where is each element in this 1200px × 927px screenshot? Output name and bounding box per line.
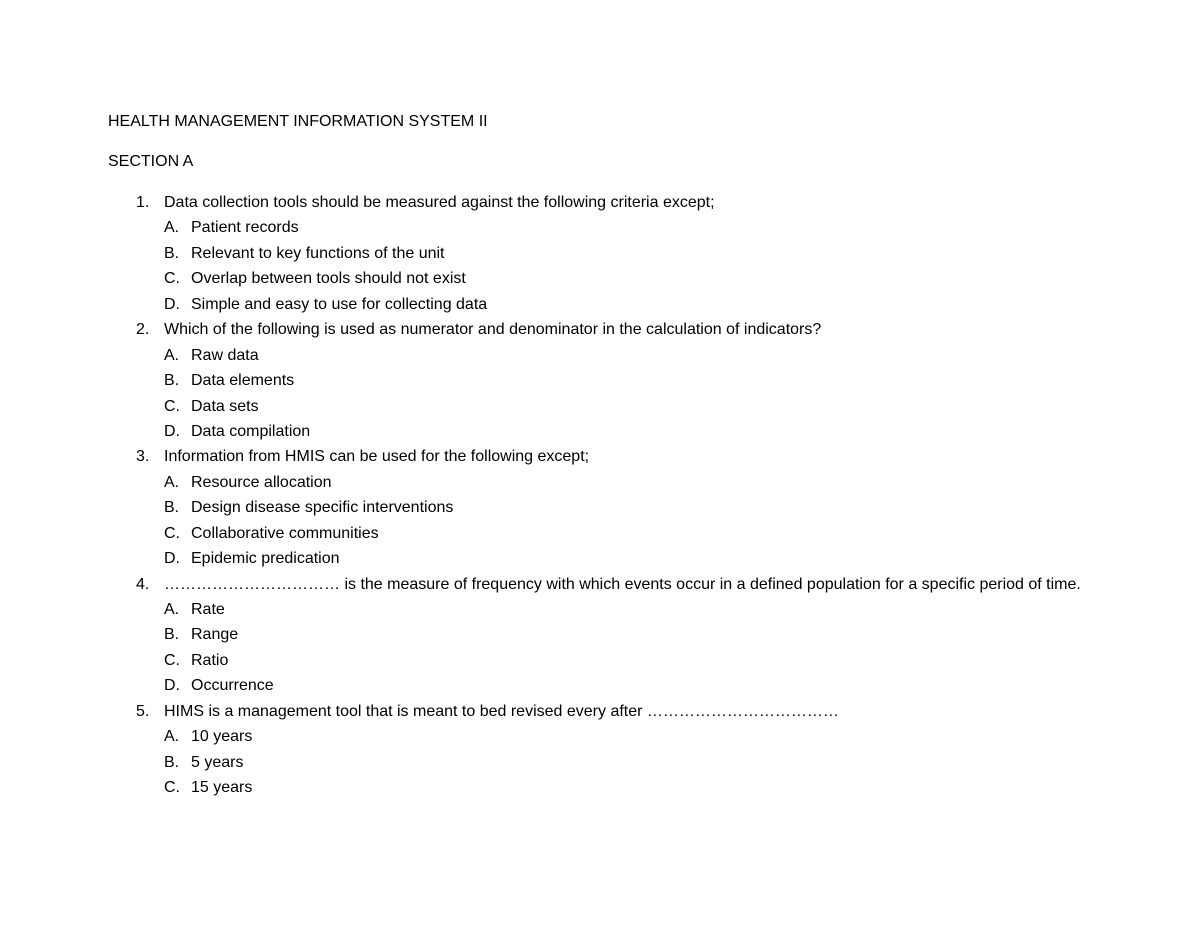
- option-letter: B.: [164, 753, 180, 771]
- option-letter: B.: [164, 372, 180, 390]
- question-4-option-d: [108, 676, 1168, 701]
- question-4-option-a: [108, 600, 1168, 625]
- option-text: Relevant to key functions of the unit: [191, 244, 445, 262]
- question-5-option-a: [108, 727, 1168, 752]
- question-3-option-c: [108, 524, 1168, 549]
- option-text: Data sets: [191, 397, 259, 415]
- question-4-option-c: [108, 651, 1168, 676]
- option-text: Occurrence: [191, 677, 274, 695]
- option-text: Epidemic predication: [191, 550, 340, 568]
- option-text: 10 years: [191, 728, 253, 746]
- question-3-option-b: [108, 498, 1168, 523]
- option-letter: D.: [164, 550, 180, 568]
- question-3-option-a: [108, 473, 1168, 498]
- option-text: Rate: [191, 601, 225, 618]
- option-letter: C.: [164, 524, 180, 542]
- option-letter: C.: [164, 397, 180, 415]
- option-text: Data compilation: [191, 422, 311, 440]
- option-letter: A.: [164, 728, 180, 746]
- option-text: Data elements: [191, 372, 295, 390]
- question-1-option-d: [108, 295, 1168, 320]
- question-1-option-a: [108, 218, 1168, 243]
- question-2-option-b: [108, 371, 1168, 396]
- question-2-option-d: [108, 422, 1168, 447]
- question-text: Information from HMIS can be used for the following except;: [164, 448, 590, 466]
- option-text: Collaborative communities: [191, 524, 379, 542]
- option-letter: C.: [164, 270, 180, 288]
- option-text: Resource allocation: [191, 473, 332, 491]
- option-text: 5 years: [191, 753, 244, 771]
- option-text: Patient records: [191, 219, 299, 237]
- option-text: Simple and easy to use for collecting data: [191, 295, 488, 313]
- question-number: 2.: [136, 321, 150, 339]
- question-number: 3.: [136, 448, 150, 466]
- option-letter: A.: [164, 346, 180, 364]
- question-text: HIMS is a management tool that is meant to bed revised every after ………………………………: [164, 702, 839, 720]
- question-1-option-b: [108, 244, 1168, 269]
- option-letter: C.: [164, 779, 180, 797]
- question-3-option-d: [108, 549, 1168, 574]
- option-letter: D.: [164, 295, 180, 313]
- option-letter: B.: [164, 244, 180, 262]
- option-text: Raw data: [191, 346, 259, 364]
- question-5-option-c: [108, 778, 1168, 803]
- option-letter: B.: [164, 626, 180, 644]
- question-1-option-c: [108, 269, 1168, 294]
- document-title: HEALTH MANAGEMENT INFORMATION SYSTEM II: [108, 113, 488, 130]
- question-2-option-a: [108, 346, 1168, 371]
- option-letter: C.: [164, 651, 180, 669]
- option-letter: A.: [164, 219, 180, 237]
- question-4-option-b: [108, 625, 1168, 650]
- option-text: Overlap between tools should not exist: [191, 270, 466, 288]
- question-1: [108, 193, 1168, 218]
- question-5: [108, 702, 1168, 727]
- option-text: Design disease specific interventions: [191, 499, 454, 517]
- question-number: 4.: [136, 575, 150, 593]
- option-letter: D.: [164, 422, 180, 440]
- question-text: …………………………… is the measure of frequency with which events occur in a defined population for a specific period of time.: [164, 575, 1081, 593]
- option-text: Range: [191, 626, 239, 644]
- question-number: 1.: [136, 194, 150, 211]
- option-text: 15 years: [191, 779, 253, 797]
- question-text: Which of the following is used as numerator and denominator in the calculation of indicators?: [164, 321, 822, 339]
- section-heading: SECTION A: [108, 153, 194, 170]
- option-letter: A.: [164, 473, 180, 491]
- option-letter: B.: [164, 499, 180, 517]
- question-5-option-b: [108, 753, 1168, 778]
- question-4: [108, 575, 1168, 600]
- question-number: 5.: [136, 702, 150, 720]
- option-letter: D.: [164, 677, 180, 695]
- question-2-option-c: [108, 397, 1168, 422]
- question-text: Data collection tools should be measured against the following criteria except;: [164, 194, 715, 211]
- question-2: [108, 320, 1168, 345]
- question-list: [108, 193, 1168, 804]
- question-3: [108, 447, 1168, 472]
- option-text: Ratio: [191, 651, 229, 669]
- option-letter: A.: [164, 601, 180, 618]
